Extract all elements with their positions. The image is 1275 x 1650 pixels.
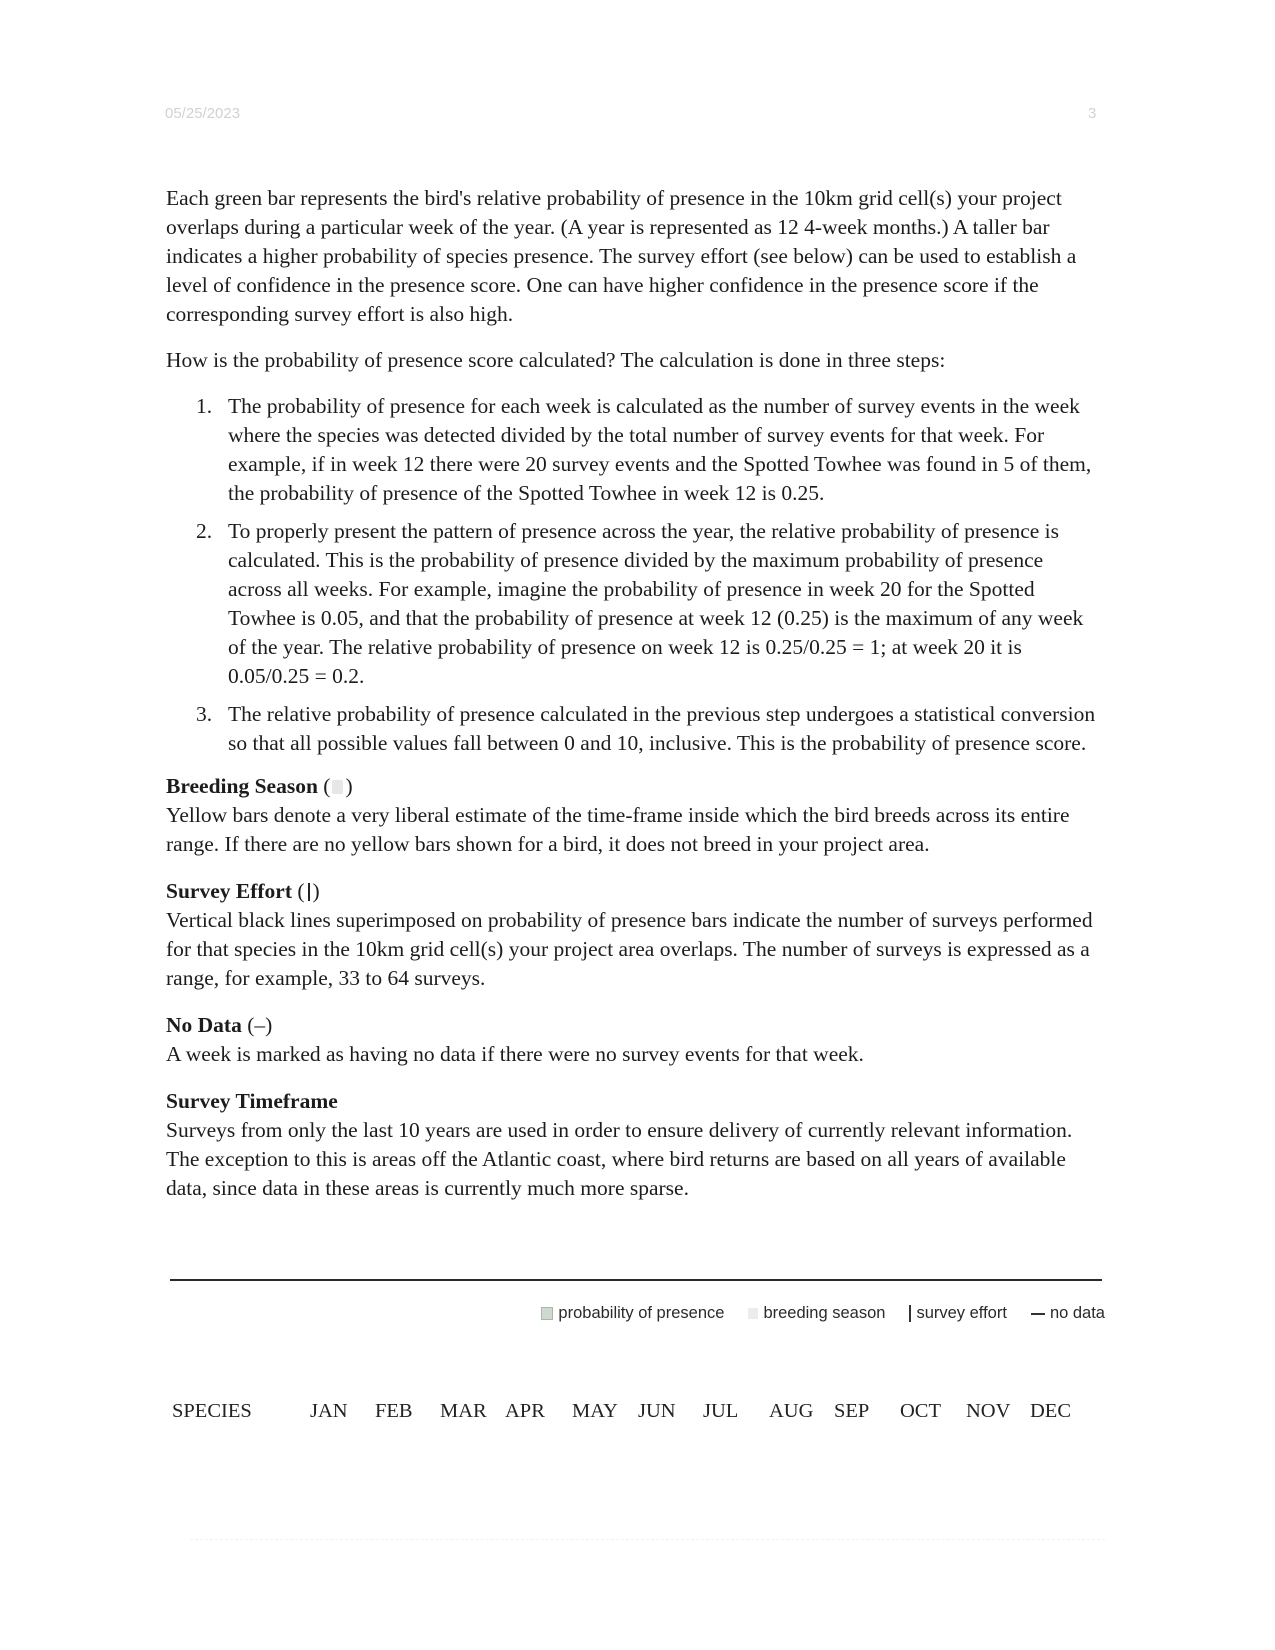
month-header: SEP [834, 1400, 870, 1422]
breeding-season-section [166, 772, 1096, 859]
step-item [166, 392, 1096, 508]
month-header: DEC [1030, 1400, 1071, 1422]
probability-bar-icon [541, 1307, 553, 1320]
breeding-swatch-icon [332, 780, 343, 794]
step-number: 3. [196, 702, 213, 726]
breeding-bar-icon [748, 1308, 758, 1319]
month-header: MAY [572, 1400, 618, 1422]
page-number: 3 [1088, 105, 1097, 122]
month-header: NOV [966, 1400, 1011, 1422]
month-header: APR [505, 1400, 545, 1422]
effort-line-icon [909, 1305, 911, 1322]
breeding-season-heading: Breeding Season ( ) [166, 774, 353, 798]
step-number: 2. [196, 519, 213, 543]
survey-effort-line-icon [308, 883, 310, 901]
species-column-header: SPECIES [172, 1400, 252, 1422]
faint-scan-line [190, 1539, 1105, 1540]
legend-nodata: no data [1031, 1304, 1105, 1323]
month-header: MAR [440, 1400, 487, 1422]
no-data-symbol: (–) [247, 1013, 273, 1037]
calculation-steps [166, 392, 1096, 758]
no-data-dash-icon [1031, 1313, 1045, 1315]
survey-timeframe-text: Surveys from only the last 10 years are used in order to ensure delivery of currently relevant information. The exception to this is areas off the Atlantic coast, where bird returns are based on all years of available data, since data in these areas is currently much more sparse. [166, 1118, 1073, 1200]
no-data-section [166, 1011, 1096, 1069]
calculation-question: How is the probability of presence score calculated? The calculation is done in three steps: [166, 348, 946, 372]
month-header: OCT [900, 1400, 941, 1422]
month-header: FEB [375, 1400, 413, 1422]
legend-effort: survey effort [909, 1304, 1006, 1323]
breeding-season-text: Yellow bars denote a very liberal estimate of the time-frame inside which the bird breeds across its entire range. If there are no yellow bars shown for a bird, it does not breed in your project area. [166, 803, 1070, 856]
survey-effort-text: Vertical black lines superimposed on probability of presence bars indicate the number of surveys performed for that species in the 10km grid cell(s) your project area overlaps. The number of surveys is expressed as a range, for example, 33 to 64 surveys. [166, 908, 1093, 990]
no-data-text: A week is marked as having no data if there were no survey events for that week. [166, 1042, 864, 1066]
month-header: JUN [638, 1400, 676, 1422]
survey-timeframe-section [166, 1087, 1096, 1203]
survey-effort-section [166, 877, 1096, 993]
step-text: The probability of presence for each week is calculated as the number of survey events in the week where the species was detected divided by the total number of survey events for that week. For example, if in week 12 there were 20 survey events and the Spotted Towhee was found in 5 of them, the probability of presence of the Spotted Towhee in week 12 is 0.25. [228, 394, 1092, 505]
section-divider [170, 1279, 1102, 1281]
month-header: JAN [310, 1400, 348, 1422]
no-data-heading: No Data (–) [166, 1013, 273, 1037]
species-table-header [0, 1400, 1275, 1430]
survey-effort-heading: Survey Effort ( ) [166, 879, 320, 903]
step-item [166, 700, 1096, 758]
survey-timeframe-heading: Survey Timeframe [166, 1089, 338, 1113]
step-text: To properly present the pattern of presence across the year, the relative probability of presence is calculated. This is the probability of presence divided by the maximum probability of presence across all weeks. For example, imagine the probability of presence in week 20 for the Spotted Towhee is 0.05, and that the probability of presence at week 12 (0.25) is the maximum of any week of the year. The relative probability of presence on week 12 is 0.25/0.25 = 1; at week 20 it is 0.05/0.25 = 0.2. [228, 519, 1084, 688]
legend-breeding: breeding season [748, 1304, 885, 1323]
month-header: JUL [703, 1400, 739, 1422]
document-body [166, 184, 1096, 1221]
print-date: 05/25/2023 [165, 105, 241, 122]
step-number: 1. [196, 394, 213, 418]
intro-paragraph: Each green bar represents the bird's relative probability of presence in the 10km grid cell(s) your project overlaps during a particular week of the year. (A year is represented as 12 4-week months.) A taller bar indicates a higher probability of species presence. The survey effort (see below) can be used to establish a level of confidence in the presence score. One can have higher confidence in the presence score if the corresponding survey effort is also high. [166, 186, 1077, 326]
month-header: AUG [769, 1400, 814, 1422]
chart-legend [541, 1304, 1105, 1323]
legend-probability: probability of presence [541, 1304, 724, 1323]
step-text: The relative probability of presence calculated in the previous step undergoes a statistical conversion so that all possible values fall between 0 and 10, inclusive. This is the probability of presence score. [228, 702, 1096, 755]
step-item [166, 517, 1096, 691]
